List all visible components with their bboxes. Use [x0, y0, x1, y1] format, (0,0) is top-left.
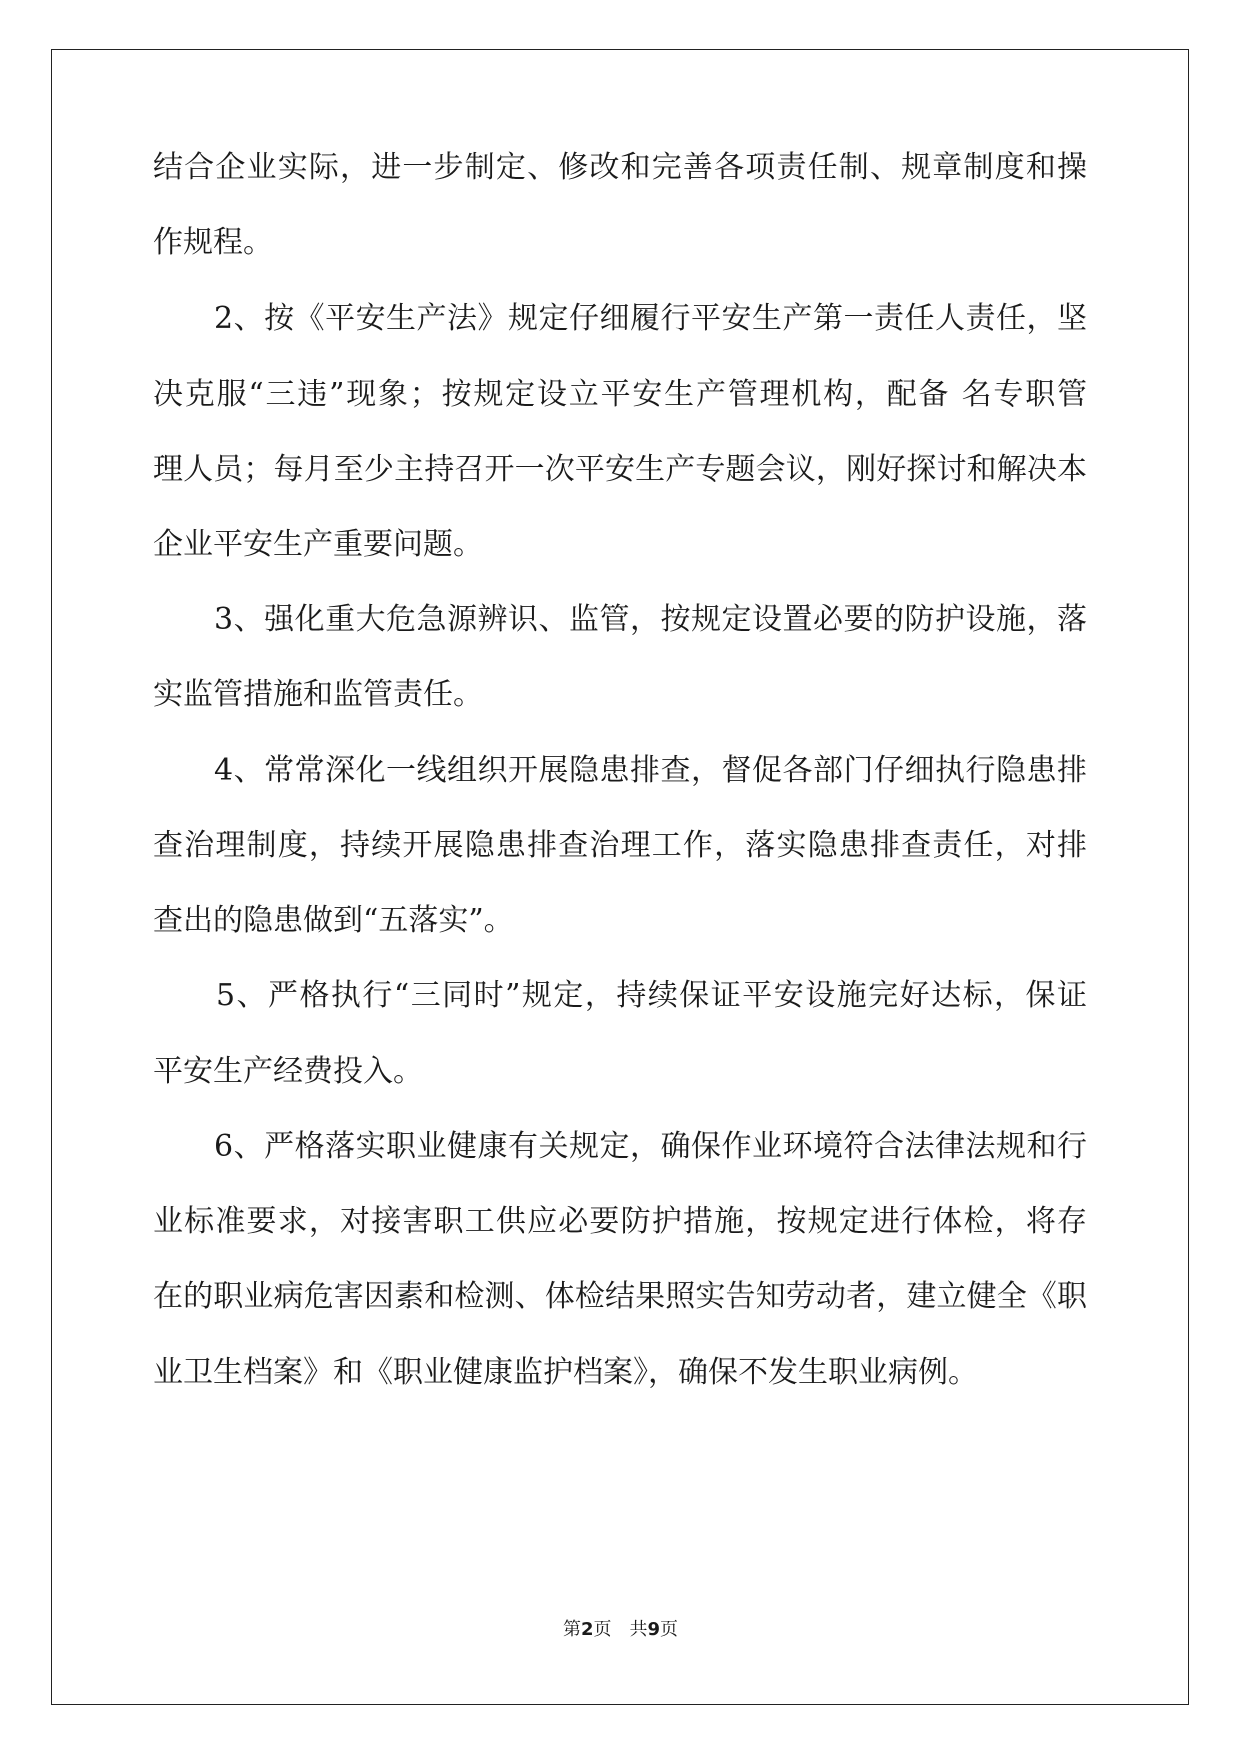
text-line: 决克服“三违”现象；按规定设立平安生产管理机构，配备 名专职管: [153, 377, 1087, 412]
text-line: 5、严格执行“三同时”规定，持续保证平安设施完好达标，保证: [153, 978, 1087, 1013]
page-current-number: 2: [580, 1619, 594, 1640]
text-line: 6、严格落实职业健康有关规定，确保作业环境符合法律法规和行: [153, 1129, 1087, 1164]
page-mid: 页 共: [593, 1619, 648, 1640]
page-total-number: 9: [647, 1619, 661, 1640]
text-line: 结合企业实际，进一步制定、修改和完善各项责任制、规章制度和操: [153, 150, 1087, 185]
text-line: 理人员；每月至少主持召开一次平安生产专题会议，刚好探讨和解决本: [153, 452, 1087, 487]
text-line: 2、按《平安生产法》规定仔细履行平安生产第一责任人责任，坚: [153, 301, 1087, 336]
page-prefix: 第: [562, 1619, 581, 1640]
page-footer: [0, 1619, 1241, 1641]
text-line: 在的职业病危害因素和检测、体检结果照实告知劳动者，建立健全《职: [153, 1279, 1087, 1314]
text-line: 企业平安生产重要问题。: [153, 527, 483, 562]
page-border: [51, 49, 1189, 1705]
text-line: 查治理制度，持续开展隐患排查治理工作，落实隐患排查责任，对排: [153, 828, 1087, 863]
text-line: 3、强化重大危急源辨识、监管，按规定设置必要的防护设施，落: [153, 602, 1087, 637]
text-line: 实监管措施和监管责任。: [153, 677, 483, 712]
text-line: 作规程。: [153, 225, 273, 260]
text-line: 平安生产经费投入。: [153, 1054, 423, 1089]
text-line: 业卫生档案》和《职业健康监护档案》，确保不发生职业病例。: [153, 1355, 978, 1390]
text-line: 4、常常深化一线组织开展隐患排查，督促各部门仔细执行隐患排: [153, 753, 1087, 788]
text-line: 查出的隐患做到“五落实”。: [153, 903, 514, 938]
text-line: 业标准要求，对接害职工供应必要防护措施，按规定进行体检，将存: [153, 1204, 1087, 1239]
page-suffix: 页: [660, 1619, 679, 1640]
